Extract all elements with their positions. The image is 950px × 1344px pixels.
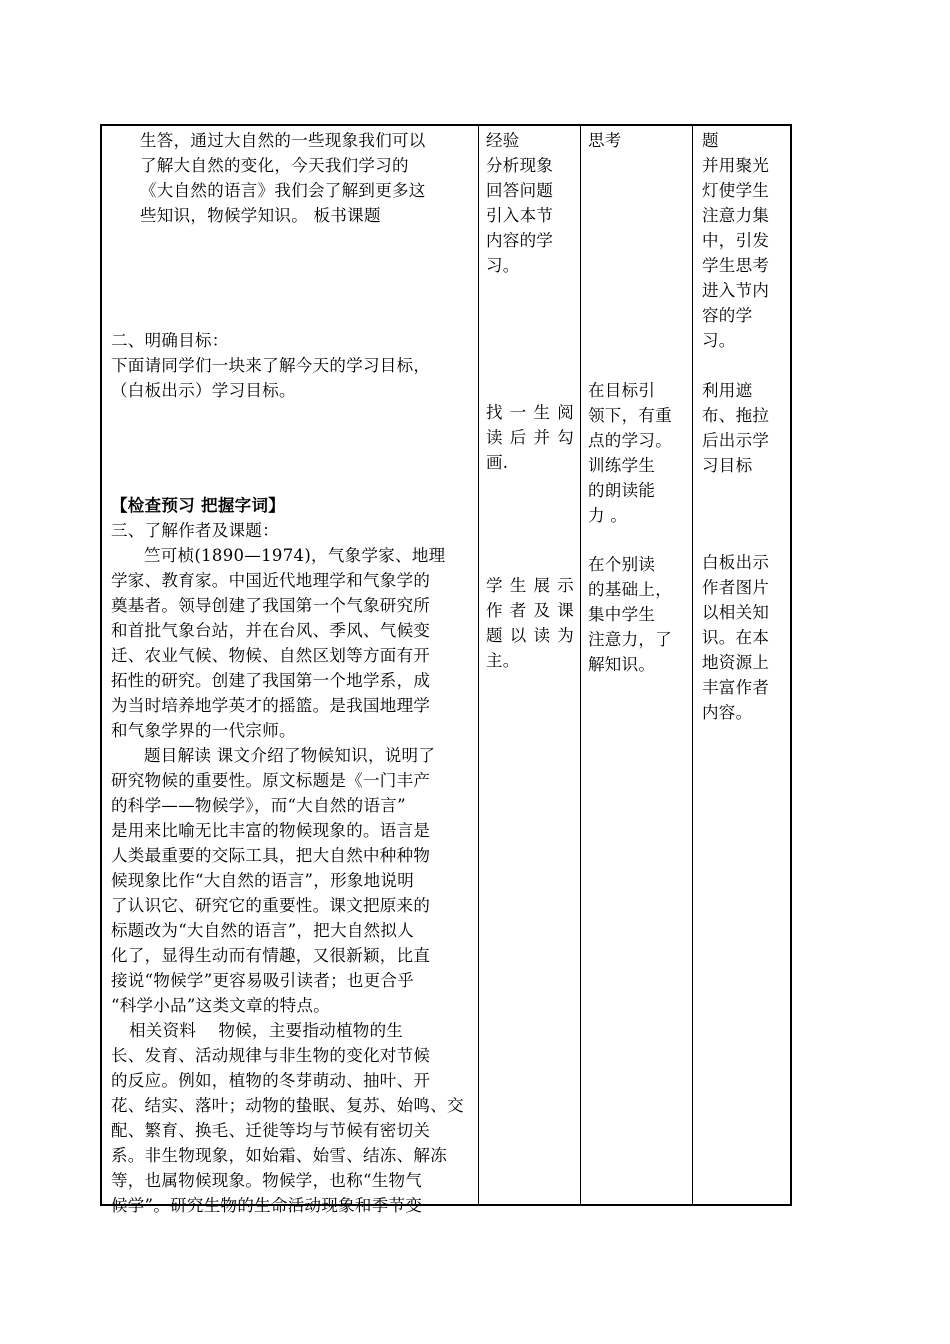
text-line: 分析现象 [486,156,554,175]
text-line: 为当时培养地学英才的摇篮。是我国地理学 [111,696,431,715]
text-line: 和首批气象台站，并在台风、季风、气候变 [111,621,431,640]
text-line: 中，引发 [702,231,770,250]
text-line: 生答，通过大自然的一些现象我们可以 [140,131,426,150]
technology-use-column [702,128,788,725]
text-line: 地资源上 [702,653,770,672]
text-line: 了认识它、研究它的重要性。课文把原来的 [111,896,431,915]
text-line: 相关资料 物候，主要指动植物的生 [129,1021,404,1040]
text-line: 奠基者。领导创建了我国第一个气象研究所 [111,596,431,615]
text-line: 后出示学 [702,431,770,450]
text-line: 灯使学生 [702,181,770,200]
intent-block-1 [588,128,686,153]
text-line: 的反应。例如，植物的冬芽萌动、抽叶、开 [111,1071,431,1090]
text-line: 白板出示 [702,553,770,572]
column-divider [580,126,581,1204]
text-line: 解知识。 [588,655,656,674]
text-line: 经验 [486,131,520,150]
text-line: 的基础上， [588,580,672,599]
section-title: 三、了解作者及课题： [111,521,279,540]
text-line: 作者及课 [486,601,574,620]
text-line: 利用遮 [702,381,753,400]
text-line: 是用来比喻无比丰富的物候现象的。语言是 [111,821,431,840]
text-line: 些知识，物候学知识。 板书课题 [140,206,381,225]
text-line: 《大自然的语言》我们会了解到更多这 [140,181,426,200]
intent-block-3 [588,552,686,677]
tech-block-2 [702,378,788,478]
text-line: 候现象比作“大自然的语言”，形象地说明 [111,871,415,890]
design-intent-column [588,128,686,677]
text-line: 画. [486,453,509,472]
text-line: “科学小品”这类文章的特点。 [111,996,331,1015]
column-divider [478,126,479,1204]
column-divider [692,126,693,1204]
text-line: 花、结实、落叶；动物的蛰眠、复苏、始鸣、交 [111,1096,464,1115]
text-line: 注意力，了 [588,630,672,649]
activity-block-2 [486,400,574,475]
text-line: 题以读为 [486,626,574,645]
text-line: 点的学习。 [588,431,672,450]
text-line: 在个别读 [588,555,656,574]
text-line: 布、拖拉 [702,406,770,425]
text-line: 等，也属物候现象。物候学，也称“生物气 [111,1171,423,1190]
text-line: 以相关知 [702,603,770,622]
text-line: 学生思考 [702,256,770,275]
text-line: 习。 [486,256,520,275]
text-line: 丰富作者 [702,678,770,697]
text-line: 下面请同学们一块来了解今天的学习目标， [111,356,431,375]
text-line: 回答问题 [486,181,554,200]
teaching-content-column [111,128,473,1218]
text-line: 识。在本 [702,628,770,647]
text-line: 配、繁育、换毛、迁徙等均与节候有密切关 [111,1121,431,1140]
text-line: 并用聚光 [702,156,770,175]
text-line: 内容。 [702,703,753,722]
text-line: （白板出示）学习目标。 [111,381,296,400]
text-line: 集中学生 [588,605,656,624]
activity-block-1 [486,128,574,278]
text-line: 迁、农业气候、物候、自然区划等方面有开 [111,646,431,665]
text-line: 内容的学 [486,231,554,250]
intro-paragraph [111,128,473,228]
text-line: 拓性的研究。创建了我国第一个地学系，成 [111,671,431,690]
text-line: 化了，显得生动而有情趣，又很新颖，比直 [111,946,431,965]
section-heading: 【检查预习 把握字词】 [111,496,286,515]
text-line: 找一生阅 [486,403,574,422]
text-line: 习。 [702,331,736,350]
text-line: 和气象学界的一代宗师。 [111,721,296,740]
text-line: 接说“物候学”更容易吸引读者；也更合乎 [111,971,415,990]
text-line: 在目标引 [588,381,656,400]
text-line: 学家、教育家。中国近代地理学和气象学的 [111,571,431,590]
text-line: 题 [702,131,719,150]
text-line: 容的学 [702,306,753,325]
text-line: 竺可桢(1890—1974)，气象学家、地理 [144,546,446,565]
student-activity-column [486,128,574,673]
text-line: 的朗读能 [588,481,656,500]
text-line: 学生展示 [486,576,574,595]
text-line: 进入节内 [702,281,770,300]
text-line: 训练学生 [588,456,656,475]
text-line: 读后并勾 [486,428,574,447]
text-line: 研究物候的重要性。原文标题是《一门丰产 [111,771,431,790]
text-line: 人类最重要的交际工具，把大自然中种种物 [111,846,431,865]
tech-block-1 [702,128,788,353]
section-title: 二、明确目标： [111,331,229,350]
text-line: 系。非生物现象，如始霜、始雪、结冻、解冻 [111,1146,447,1165]
text-line: 领下，有重 [588,406,672,425]
text-line: 主。 [486,651,520,670]
intent-block-2 [588,378,686,528]
text-line: 习目标 [702,456,753,475]
text-line: 题目解读 课文介绍了物候知识，说明了 [144,746,436,765]
text-line: 引入本节 [486,206,554,225]
tech-block-3 [702,550,788,725]
text-line: 思考 [588,131,622,150]
text-line: 了解大自然的变化，今天我们学习的 [140,156,409,175]
text-line: 力 。 [588,506,628,525]
activity-block-3 [486,573,574,673]
text-line: 候学”。研究生物的生命活动现象和季节变 [111,1196,423,1215]
text-line: 长、发育、活动规律与非生物的变化对节候 [111,1046,431,1065]
text-line: 标题改为“大自然的语言”，把大自然拟人 [111,921,415,940]
author-paragraph [111,543,473,743]
title-interpretation-paragraph [111,743,473,1018]
text-line: 注意力集 [702,206,770,225]
lesson-plan-table [100,124,792,1215]
related-material-paragraph [111,1018,473,1218]
text-line: 的科学——物候学》，而“大自然的语言” [111,796,406,815]
text-line: 作者图片 [702,578,770,597]
